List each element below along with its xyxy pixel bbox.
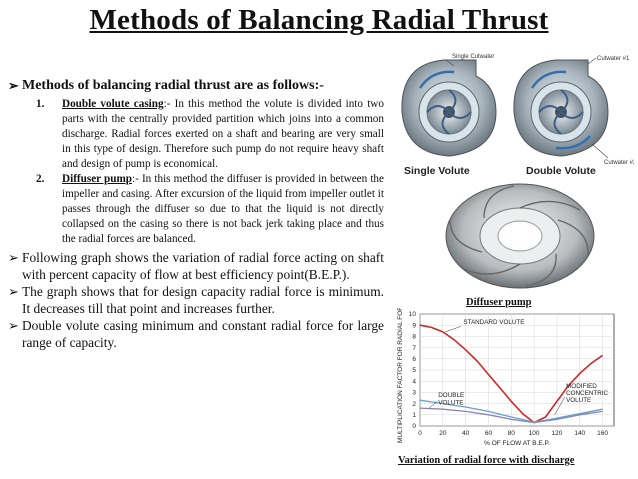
list-item <box>36 97 384 172</box>
methods-heading <box>8 78 384 94</box>
annotation-modified-concentric-volute: VOLUTE <box>566 396 592 404</box>
double-volute-label: Double Volute <box>526 165 596 177</box>
x-tick-label: 60 <box>484 430 493 437</box>
volute-illustration <box>392 50 634 180</box>
item-text <box>62 172 384 247</box>
arrow-bullet-icon: ➢ <box>8 318 19 333</box>
y-tick-label: 0 <box>412 423 416 431</box>
y-tick-label: 8 <box>412 333 416 341</box>
item-term: Double volute casing <box>62 98 164 110</box>
item-number: 1. <box>36 98 45 110</box>
x-tick-label: 20 <box>439 430 447 437</box>
diffuser-illustration <box>440 180 600 292</box>
arrow-bullet-icon: ➢ <box>8 284 19 299</box>
bullet-text: Double volute casing minimum and constant radial force for large range of capacity. <box>22 318 384 350</box>
list-item <box>8 283 384 317</box>
chart-caption: Variation of radial force with discharge <box>398 455 575 466</box>
methods-list <box>8 97 384 247</box>
bullet-text: Following graph shows the variation of radial force acting on shaft with percent capacity of flow at best efficiency point(B.E.P.). <box>22 250 384 282</box>
y-tick-label: 4 <box>412 378 416 386</box>
heading-text: Methods of balancing radial thrust are as follows:- <box>22 78 324 93</box>
item-text <box>62 97 384 172</box>
x-axis-label: % OF FLOW AT B.E.P. <box>484 440 550 447</box>
arrow-bullet-icon: ➢ <box>8 250 19 265</box>
item-term: Diffuser pump <box>62 173 133 185</box>
list-item <box>8 249 384 283</box>
y-tick-label: 2 <box>412 400 416 408</box>
x-tick-label: 160 <box>597 430 609 437</box>
diffuser-caption: Diffuser pump <box>466 297 532 308</box>
item-description: :- In this method the diffuser is provided in between the impeller and casing. After excursion of the liquid from impeller outlet it passes through the diffuser so due to that the liquid is not directly collapsed on the casing so there is not back jerk taking place and thus the radial forces are balanced. <box>62 173 384 245</box>
annotation-double-volute: DOUBLE <box>438 391 465 399</box>
y-axis-label: MULTIPLICATION FACTOR FOR RADIAL FORCE <box>397 308 404 444</box>
x-tick-label: 100 <box>528 430 540 437</box>
double-volute-casing <box>514 58 608 158</box>
y-tick-label: 7 <box>412 344 416 352</box>
y-tick-label: 3 <box>412 389 416 397</box>
radial-force-chart <box>386 308 618 448</box>
single-volute-label: Single Volute <box>404 165 470 177</box>
list-item <box>8 317 384 351</box>
text-column <box>8 78 384 351</box>
y-tick-label: 5 <box>412 367 416 375</box>
volute-svg <box>392 50 634 180</box>
diffuser-svg <box>440 180 600 292</box>
item-description: :- In this method the volute is divided into two parts with the centrally provided partition which joins into a common discharge. Radial forces exerted on a shaft and bearing are very small in this type of design. Therefore such pump do not require heavy shaft and design of pump is economical. <box>62 98 384 170</box>
y-tick-label: 1 <box>412 412 416 419</box>
single-volute-casing <box>402 60 496 156</box>
cutwater-2-label: Cutwater #2 <box>604 160 634 166</box>
annotation-double-volute: VOLUTE <box>438 399 464 407</box>
x-tick-label: 40 <box>462 430 470 437</box>
annotation-modified-concentric-volute: CONCENTRIC <box>566 389 609 397</box>
y-tick-label: 9 <box>412 322 416 330</box>
x-tick-label: 80 <box>507 430 515 437</box>
x-tick-label: 140 <box>574 430 586 437</box>
x-tick-label: 0 <box>418 430 422 437</box>
item-number: 2. <box>36 173 45 185</box>
bullet-text: The graph shows that for design capacity radial force is minimum. It decreases till that point and increases further. <box>22 284 384 316</box>
chart-svg <box>386 308 618 448</box>
list-item <box>36 172 384 247</box>
y-tick-label: 10 <box>408 311 416 319</box>
x-tick-label: 120 <box>551 430 563 437</box>
y-tick-label: 6 <box>412 356 416 363</box>
annotation-standard-volute: STANDARD VOLUTE <box>463 319 525 327</box>
page-title: Methods of Balancing Radial Thrust <box>89 4 549 36</box>
annotation-modified-concentric-volute: MODIFIED <box>566 382 597 390</box>
single-cutwater-label: Single Cutwater <box>452 54 495 60</box>
bullet-list <box>8 249 384 351</box>
arrow-bullet-icon: ➢ <box>8 78 19 93</box>
cutwater-1-label: Cutwater #1 <box>597 56 630 62</box>
